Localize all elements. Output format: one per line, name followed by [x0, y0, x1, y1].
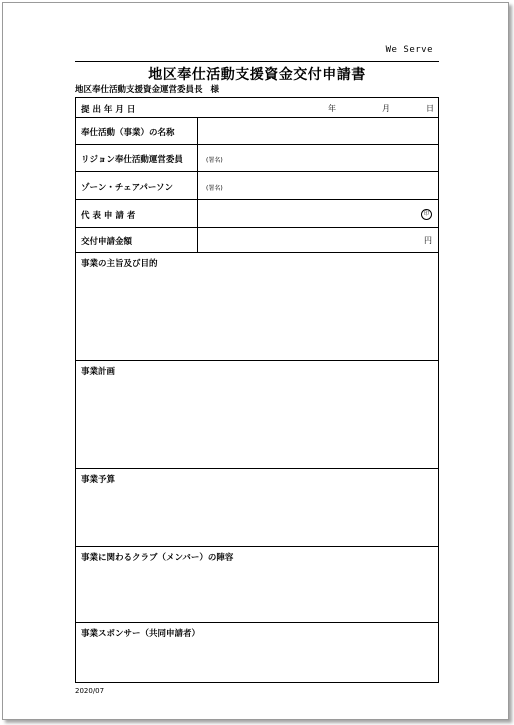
purpose-label: 事業の主旨及び目的: [81, 259, 158, 269]
column-divider: [197, 172, 198, 199]
year-field[interactable]: 年: [328, 104, 336, 113]
budget-section[interactable]: [76, 469, 438, 547]
zone-chair-row: [76, 172, 438, 200]
currency-unit: 円: [424, 236, 432, 245]
column-divider: [197, 118, 198, 144]
document-title: 地区奉仕活動支援資金交付申請書: [75, 61, 439, 84]
motto: We Serve: [385, 45, 433, 55]
activity-name-row: [76, 118, 438, 145]
zone-chair-label: ゾーン・チェアパーソン: [81, 183, 174, 193]
addressee-name: 地区奉仕活動支援資金運営委員長: [75, 85, 203, 95]
footer-date: 2020/07: [75, 687, 105, 695]
applicant-row: [76, 200, 438, 228]
date-label: 提 出 年 月 日: [81, 105, 136, 115]
column-divider: [197, 145, 198, 171]
members-label: 事業に関わるクラブ（メンバー）の陣容: [81, 553, 234, 563]
amount-label: 交付申請金額: [81, 237, 133, 247]
signature-note: (署名): [206, 157, 223, 164]
sponsor-label: 事業スポンサー（共同申請者）: [81, 629, 201, 639]
members-section[interactable]: [76, 547, 438, 623]
activity-name-label: 奉仕活動（事業）の名称: [81, 128, 175, 138]
honorific: 様: [210, 85, 220, 95]
amount-row: [76, 228, 438, 253]
plan-section[interactable]: [76, 361, 438, 469]
signature-note: (署名): [206, 185, 223, 192]
applicant-label: 代 表 申 請 者: [81, 211, 136, 221]
document-page: [2, 2, 509, 720]
date-row: [76, 98, 438, 118]
purpose-section[interactable]: [76, 253, 438, 361]
day-field[interactable]: 日: [426, 104, 434, 113]
budget-label: 事業予算: [81, 475, 116, 485]
seal-icon: 印: [421, 209, 432, 220]
committee-member-row: [76, 145, 438, 172]
application-form: [75, 97, 439, 683]
column-divider: [197, 200, 198, 227]
month-field[interactable]: 月: [382, 104, 390, 113]
sponsor-section[interactable]: [76, 623, 438, 684]
committee-member-label: リジョン奉仕活動運営委員: [81, 155, 183, 165]
addressee: [75, 83, 219, 95]
column-divider: [197, 228, 198, 252]
plan-label: 事業計画: [81, 367, 116, 377]
